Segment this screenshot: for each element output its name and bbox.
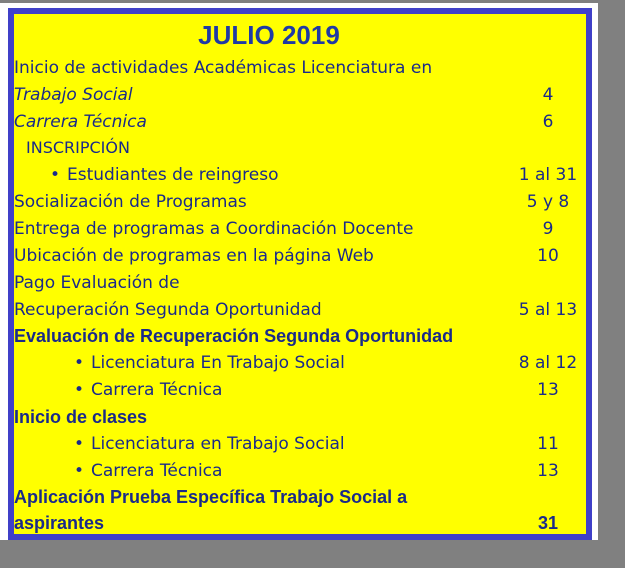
row-label: Inicio de actividades Académicas Licenciatura en (14, 58, 433, 78)
row-label: Socialización de Programas (14, 192, 247, 212)
background-strip-top (0, 0, 598, 3)
row-label: Carrera Técnica (91, 461, 223, 481)
bullet-icon: • (74, 380, 85, 400)
calendar-row-ubicacion-programas (14, 246, 586, 272)
row-date: 13 (537, 461, 559, 481)
row-date: 5 al 13 (518, 300, 578, 320)
calendar-row-prueba-especifica (14, 487, 586, 513)
calendar-row-inicio-actividades (14, 58, 586, 84)
row-date: 9 (542, 219, 554, 239)
row-label: Carrera Técnica (14, 112, 147, 132)
calendar-row-pago-evaluacion (14, 273, 586, 299)
row-label: Trabajo Social (14, 85, 133, 105)
calendar-row-evaluacion-recuperacion (14, 326, 586, 352)
calendar-row-eval-carrera (14, 380, 586, 406)
row-date: 11 (537, 434, 559, 454)
calendar-row-eval-licenciatura (14, 353, 586, 379)
bullet-icon: • (74, 353, 85, 373)
calendar-row-recuperacion (14, 300, 586, 326)
calendar-row-inicio-clases (14, 407, 586, 433)
bullet-icon: • (74, 461, 85, 481)
row-date: 4 (542, 85, 554, 105)
calendar-row-socializacion (14, 192, 586, 218)
calendar-row-carrera-tecnica (14, 112, 586, 138)
calendar-row-clases-carrera (14, 461, 586, 487)
row-label: Inicio de clases (14, 407, 148, 427)
row-label: Pago Evaluación de (14, 273, 180, 293)
row-label: aspirantes (14, 513, 105, 533)
background-strip-bottom (0, 540, 625, 568)
row-date: 1 al 31 (518, 165, 578, 185)
row-label: INSCRIPCIÓN (26, 138, 130, 157)
row-label: Licenciatura en Trabajo Social (91, 434, 345, 454)
calendar-row-clases-licenciatura (14, 434, 586, 460)
row-label: Recuperación Segunda Oportunidad (14, 300, 322, 320)
row-label: Aplicación Prueba Específica Trabajo Social a (14, 487, 408, 507)
calendar-row-trabajo-social (14, 85, 586, 111)
row-label: Estudiantes de reingreso (67, 165, 279, 185)
row-date: 8 al 12 (518, 353, 578, 373)
calendar-row-inscripcion (14, 138, 586, 164)
background-strip-right (598, 0, 625, 568)
row-date: 10 (537, 246, 559, 266)
row-label: Entrega de programas a Coordinación Docente (14, 219, 414, 239)
row-label: Carrera Técnica (91, 380, 223, 400)
calendar-row-aspirantes (14, 513, 586, 539)
calendar-row-estudiantes-reingreso (14, 165, 586, 191)
calendar-panel (8, 8, 592, 540)
row-label: Licenciatura En Trabajo Social (91, 353, 345, 373)
row-date: 6 (542, 112, 554, 132)
bullet-icon: • (74, 434, 85, 454)
row-date: 5 y 8 (526, 192, 570, 212)
row-label: Ubicación de programas en la página Web (14, 246, 374, 266)
row-label: Evaluación de Recuperación Segunda Oportunidad (14, 326, 454, 346)
row-date: 31 (537, 513, 559, 533)
month-title: JULIO 2019 (198, 20, 340, 50)
row-date: 13 (537, 380, 559, 400)
bullet-icon: • (50, 165, 61, 185)
calendar-row-entrega-programas (14, 219, 586, 245)
